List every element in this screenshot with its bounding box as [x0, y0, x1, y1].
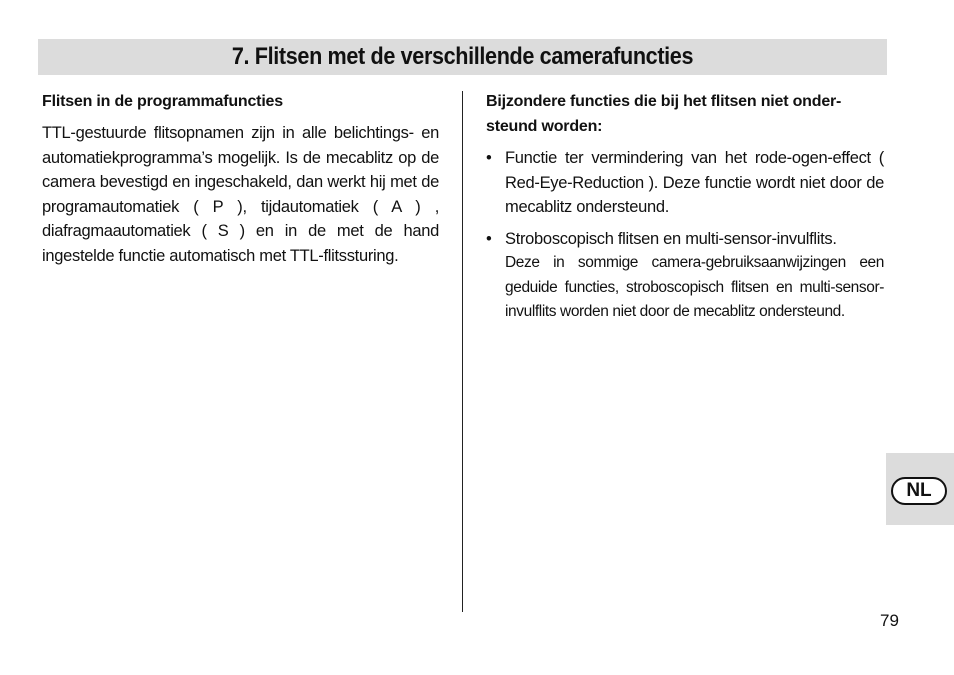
bullet-icon: • [486, 149, 492, 167]
right-column [486, 89, 884, 332]
list-item-text: Stroboscopisch flitsen en multi-sensor-invulflits. [505, 229, 837, 248]
bullet-icon: • [486, 229, 492, 248]
language-badge: NL [891, 477, 947, 505]
column-divider [462, 91, 463, 612]
unsupported-functions-list [486, 146, 884, 325]
left-column [42, 89, 439, 268]
list-item [486, 146, 884, 220]
language-tab [886, 453, 954, 525]
right-column-heading: Bijzondere functies die bij het flitsen niet onder-steund worden: [486, 93, 842, 135]
section-title-bar [38, 39, 887, 75]
list-item [486, 227, 884, 325]
list-item-subtext: Deze in sommige camera-gebruiksaanwijzingen een geduide functies, stroboscopisch flitsen en multi-sensor-invulflits worden niet door de mecablitz ondersteund. [505, 254, 884, 320]
left-column-paragraph: TTL-gestuurde flitsopnamen zijn in alle belichtings- en automatiekprogramma’s mogelijk. Is de mecablitz op de camera bevestigd en ingeschakeld, dan werkt hij met de programautomatiek ( P ), tijdautomatiek ( A ) , diafragmaautomatiek ( S ) en in de met de hand ingestelde functie automatisch met TTL-flitssturing. [42, 124, 439, 265]
page-number: 79 [880, 611, 899, 630]
section-title: 7. Flitsen met de verschillende camerafuncties [231, 43, 694, 70]
list-item-text: Functie ter vermindering van het rode-ogen-effect ( Red-Eye-Reduction ). Deze functie wordt niet door de mecablitz ondersteund. [505, 149, 884, 216]
left-column-heading: Flitsen in de programmafuncties [42, 93, 283, 110]
